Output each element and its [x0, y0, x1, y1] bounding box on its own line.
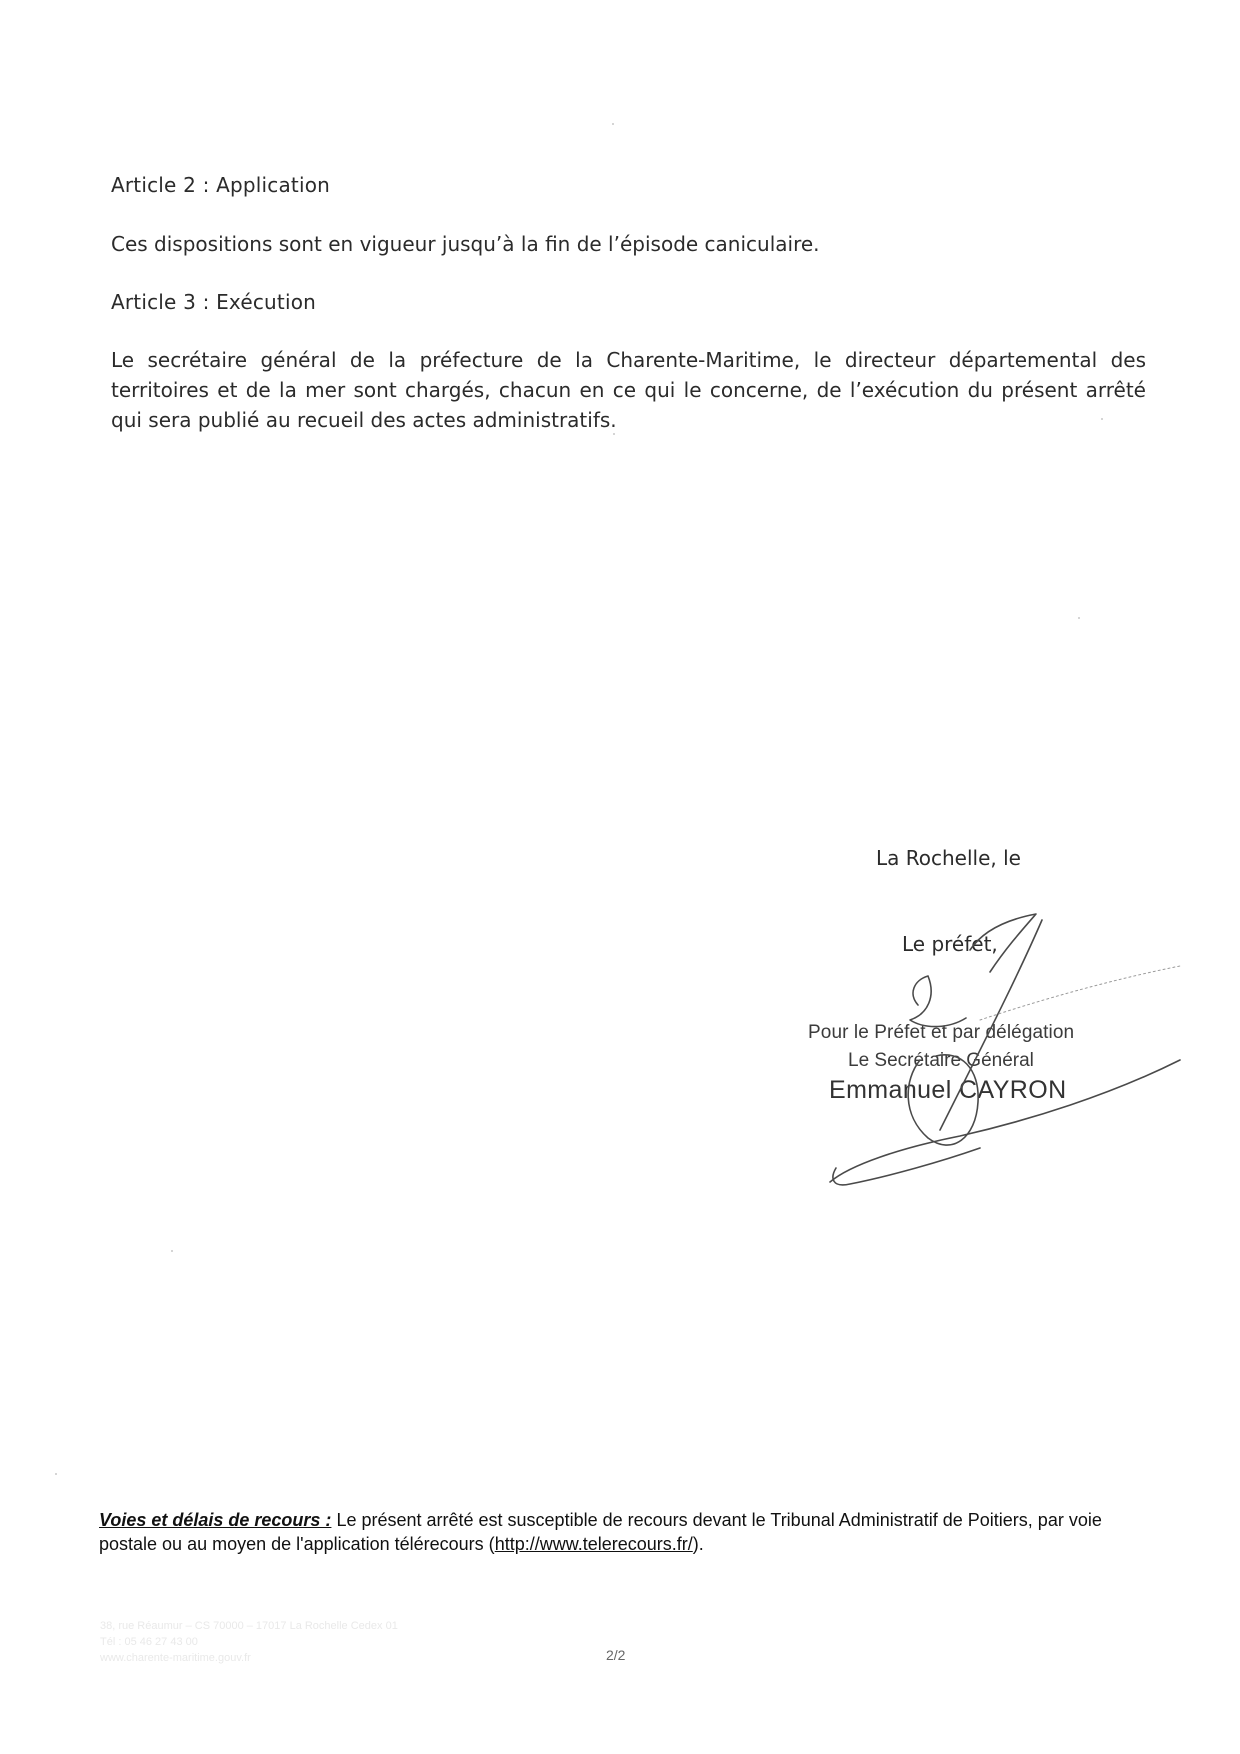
scan-speck [613, 433, 615, 435]
address-line-1: 38, rue Réaumur – CS 70000 – 17017 La Rochelle Cedex 01 [100, 1620, 398, 1632]
scan-speck [1101, 418, 1103, 420]
article-2-text: Ces dispositions sont en vigueur jusqu’à la fin de l’épisode caniculaire. [111, 232, 820, 256]
handwritten-signature [810, 910, 1200, 1200]
page-number: 2/2 [606, 1647, 626, 1663]
secretary-title: Le Secrétaire Général [848, 1050, 1034, 1071]
telerecours-link[interactable]: http://www.telerecours.fr/ [494, 1534, 693, 1554]
place-date: La Rochelle, le [876, 846, 1021, 870]
signature-stroke-loop [910, 976, 966, 1027]
signature-stroke-bottom-sweep [830, 1060, 1180, 1182]
scan-speck [1078, 617, 1080, 619]
article-3-text: Le secrétaire général de la préfecture de la Charente-Maritime, le directeur départemental des territoires et de la mer sont chargés, chacun en ce qui le concerne, de l’exécution du présent arrêté qui sera publié au recueil des actes administratifs. [111, 348, 1146, 432]
prefecture-address [100, 1618, 398, 1666]
signature-stroke-top-hook [970, 914, 1036, 972]
address-line-2: Tél : 05 46 27 43 00 [100, 1636, 198, 1648]
appeal-end: ). [692, 1534, 704, 1554]
delegation-stamp-line: Pour le Préfet et par délégation [808, 1022, 1075, 1043]
signatory-name: Emmanuel CAYRON [829, 1076, 1067, 1104]
signature-stroke-tail [980, 966, 1180, 1020]
article-2-heading: Article 2 : Application [111, 173, 331, 197]
scan-speck [612, 123, 614, 125]
article-3-heading: Article 3 : Exécution [111, 290, 317, 314]
signature-stroke-long-diagonal [940, 920, 1042, 1130]
appeal-text: Le présent arrêté est susceptible de recours devant le Tribunal Administratif de Poitiers, par voie postale ou au moyen de l'application télérecours ( [99, 1510, 1102, 1554]
scan-speck [171, 1250, 173, 1252]
signature-stroke-oval [908, 1055, 978, 1145]
appeal-notice [99, 1508, 1144, 1556]
address-line-3: www.charente-maritime.gouv.fr [100, 1652, 251, 1664]
prefet-label: Le préfet, [902, 932, 998, 956]
scan-speck [55, 1473, 57, 1475]
appeal-label: Voies et délais de recours : [99, 1510, 332, 1530]
